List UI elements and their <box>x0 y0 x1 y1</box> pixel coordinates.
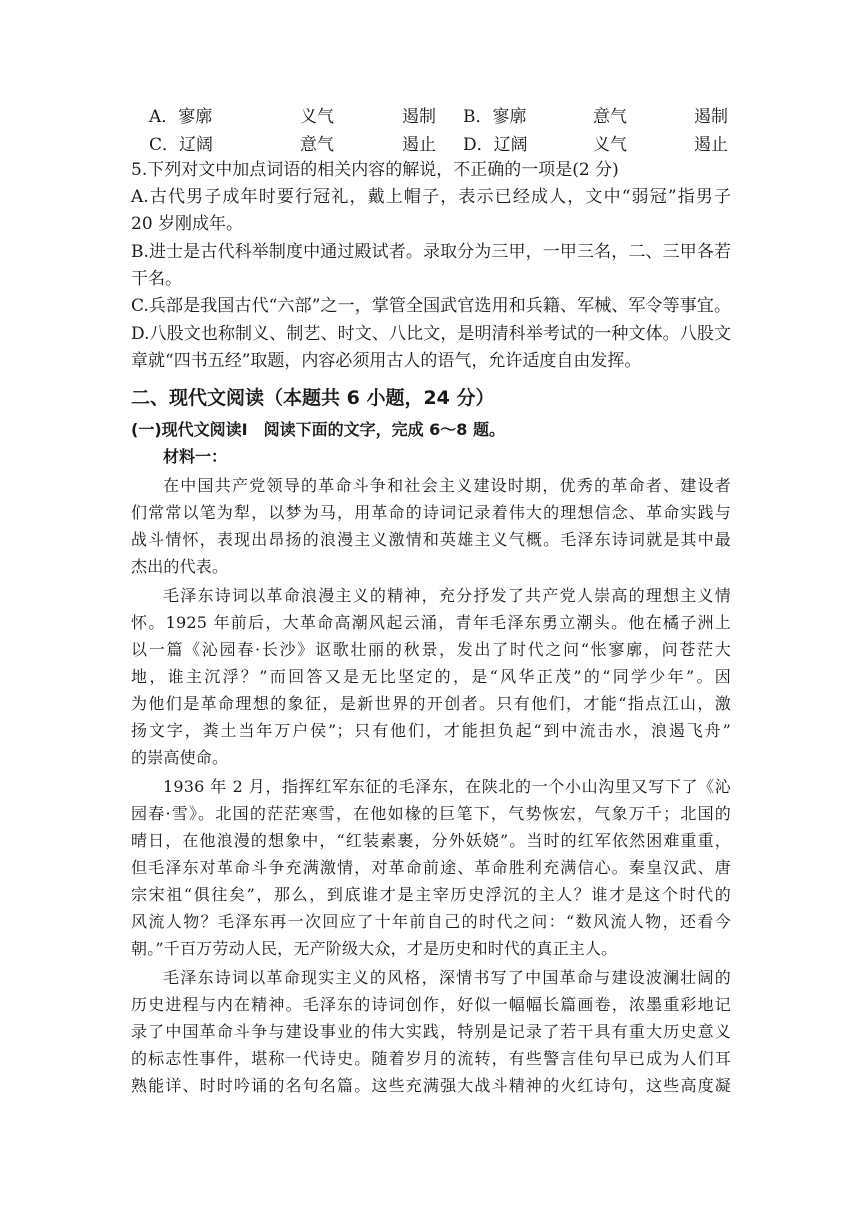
option-a-label: A．寥廓 <box>149 107 213 127</box>
passage-line: 的标志性事件，堪称一代诗史。随着岁月的流转，有些警言佳句早已成为人们耳 <box>131 1049 731 1068</box>
passage-line: 熟能详、时时吟诵的名句名篇。这些充满强大战斗精神的火红诗句，这些高度凝 <box>131 1076 731 1095</box>
passage-line: 1936 年 2 月，指挥红军东征的毛泽东，在陕北的一个小山沟里又写下了《沁 <box>163 777 731 796</box>
passage-line: 战斗情怀，表现出昂扬的浪漫主义激情和英雄主义气概。毛泽东诗词就是其中最 <box>131 530 731 549</box>
option-row-ab <box>131 105 731 129</box>
passage-line: 们常常以笔为犁，以梦为马，用革命的诗词记录着伟大的理想信念、革命实践与 <box>131 503 731 522</box>
option-b-label: B．寥廓 <box>463 107 527 127</box>
material-label: 材料一： <box>163 447 228 466</box>
passage-line: 历史进程与内在精神。毛泽东的诗词创作，好似一幅幅长篇画卷，浓墨重彩地记 <box>131 995 731 1014</box>
section-2-subtitle: (一)现代文阅读Ⅰ 阅读下面的文字，完成 6～8 题。 <box>131 420 505 439</box>
option-d-word2: 义气 <box>593 135 627 155</box>
passage-line: 园春·雪》。北国的茫茫寒雪，在他如椽的巨笔下，气势恢宏，气象万千；北国的 <box>131 804 731 823</box>
option-c-word2: 意气 <box>300 135 334 155</box>
passage-line: 毛泽东诗词以革命现实主义的风格，深情书写了中国革命与建设波澜壮阔的 <box>163 968 731 987</box>
question-5-option-d-line1: D.八股文也称制义、制艺、时文、八比文，是明清科举考试的一种文体。八股文 <box>131 324 731 344</box>
passage-line: 杰出的代表。 <box>131 557 229 576</box>
option-a-word3: 遏制 <box>402 107 436 127</box>
passage-line: 以一篇《沁园春·长沙》讴歌壮丽的秋景，发出了时代之问“怅寥廓，问苍茫大 <box>131 640 731 659</box>
passage-line: 毛泽东诗词以革命浪漫主义的精神，充分抒发了共产党人崇高的理想主义情 <box>163 586 731 605</box>
passage-line: 晴日，在他浪漫的想象中，“红装素裹，分外妖娆”。当时的红军依然困难重重， <box>131 831 731 850</box>
option-d-label: D．辽阔 <box>463 135 528 155</box>
section-2-title: 二、现代文阅读（本题共 6 小题，24 分） <box>131 387 495 409</box>
question-5-option-b-line1: B.进士是古代科举制度中通过殿试者。录取分为三甲，一甲三名，二、三甲各若 <box>131 242 731 262</box>
option-d-word3: 遏止 <box>694 135 728 155</box>
passage-line: 地，谁主沉浮？”而回答又是无比坚定的，是“风华正茂”的“同学少年”。因 <box>131 667 731 686</box>
passage-line: 但毛泽东对革命斗争充满激情，对革命前途、革命胜利充满信心。秦皇汉武、唐 <box>131 858 731 877</box>
passage-line: 为他们是革命理想的象征，是新世界的开创者。只有他们，才能“指点江山，激 <box>131 694 731 713</box>
option-b-word3: 遏制 <box>694 107 728 127</box>
passage-line: 宗宋祖“俱往矣”，那么，到底谁才是主宰历史浮沉的主人？谁才是这个时代的 <box>131 885 731 904</box>
passage-line: 怀。1925 年前后，大革命高潮风起云涌，青年毛泽东勇立潮头。他在橘子洲上 <box>131 613 731 632</box>
question-5-option-b-line2: 干名。 <box>131 269 182 289</box>
question-5-option-d-line2: 章就“四书五经”取题，内容必须用古人的语气，允许适度自由发挥。 <box>131 351 642 371</box>
option-row-cd <box>131 133 731 157</box>
question-5-option-c-line1: C.兵部是我国古代“六部”之一，掌管全国武官选用和兵籍、军械、军令等事宜。 <box>131 296 731 316</box>
passage-line: 朝。”千百万劳动人民，无产阶级大众，才是历史和时代的真正主人。 <box>131 939 618 958</box>
question-5-option-a-line1: A.古代男子成年时要行冠礼，戴上帽子，表示已经成人，文中“弱冠”指男子 <box>131 187 731 207</box>
passage-line: 风流人物？毛泽东再一次回应了十年前自己的时代之问：“数风流人物，还看今 <box>131 912 731 931</box>
question-5-stem: 5.下列对文中加点词语的相关内容的解说，不正确的一项是(2 分) <box>131 160 619 180</box>
passage-line: 的崇高使命。 <box>131 748 229 767</box>
option-b-word2: 意气 <box>593 107 627 127</box>
question-5-option-a-line2: 20 岁刚成年。 <box>131 214 244 234</box>
option-c-word3: 遏止 <box>402 135 436 155</box>
option-a-word2: 义气 <box>300 107 334 127</box>
passage-line: 在中国共产党领导的革命斗争和社会主义建设时期，优秀的革命者、建设者 <box>163 476 731 495</box>
passage-line: 扬文字，粪土当年万户侯”；只有他们，才能担负起“到中流击水，浪遏飞舟” <box>131 721 731 740</box>
option-c-label: C．辽阔 <box>149 135 214 155</box>
passage-line: 录了中国革命斗争与建设事业的伟大实践，特别是记录了若干具有重大历史意义 <box>131 1022 731 1041</box>
